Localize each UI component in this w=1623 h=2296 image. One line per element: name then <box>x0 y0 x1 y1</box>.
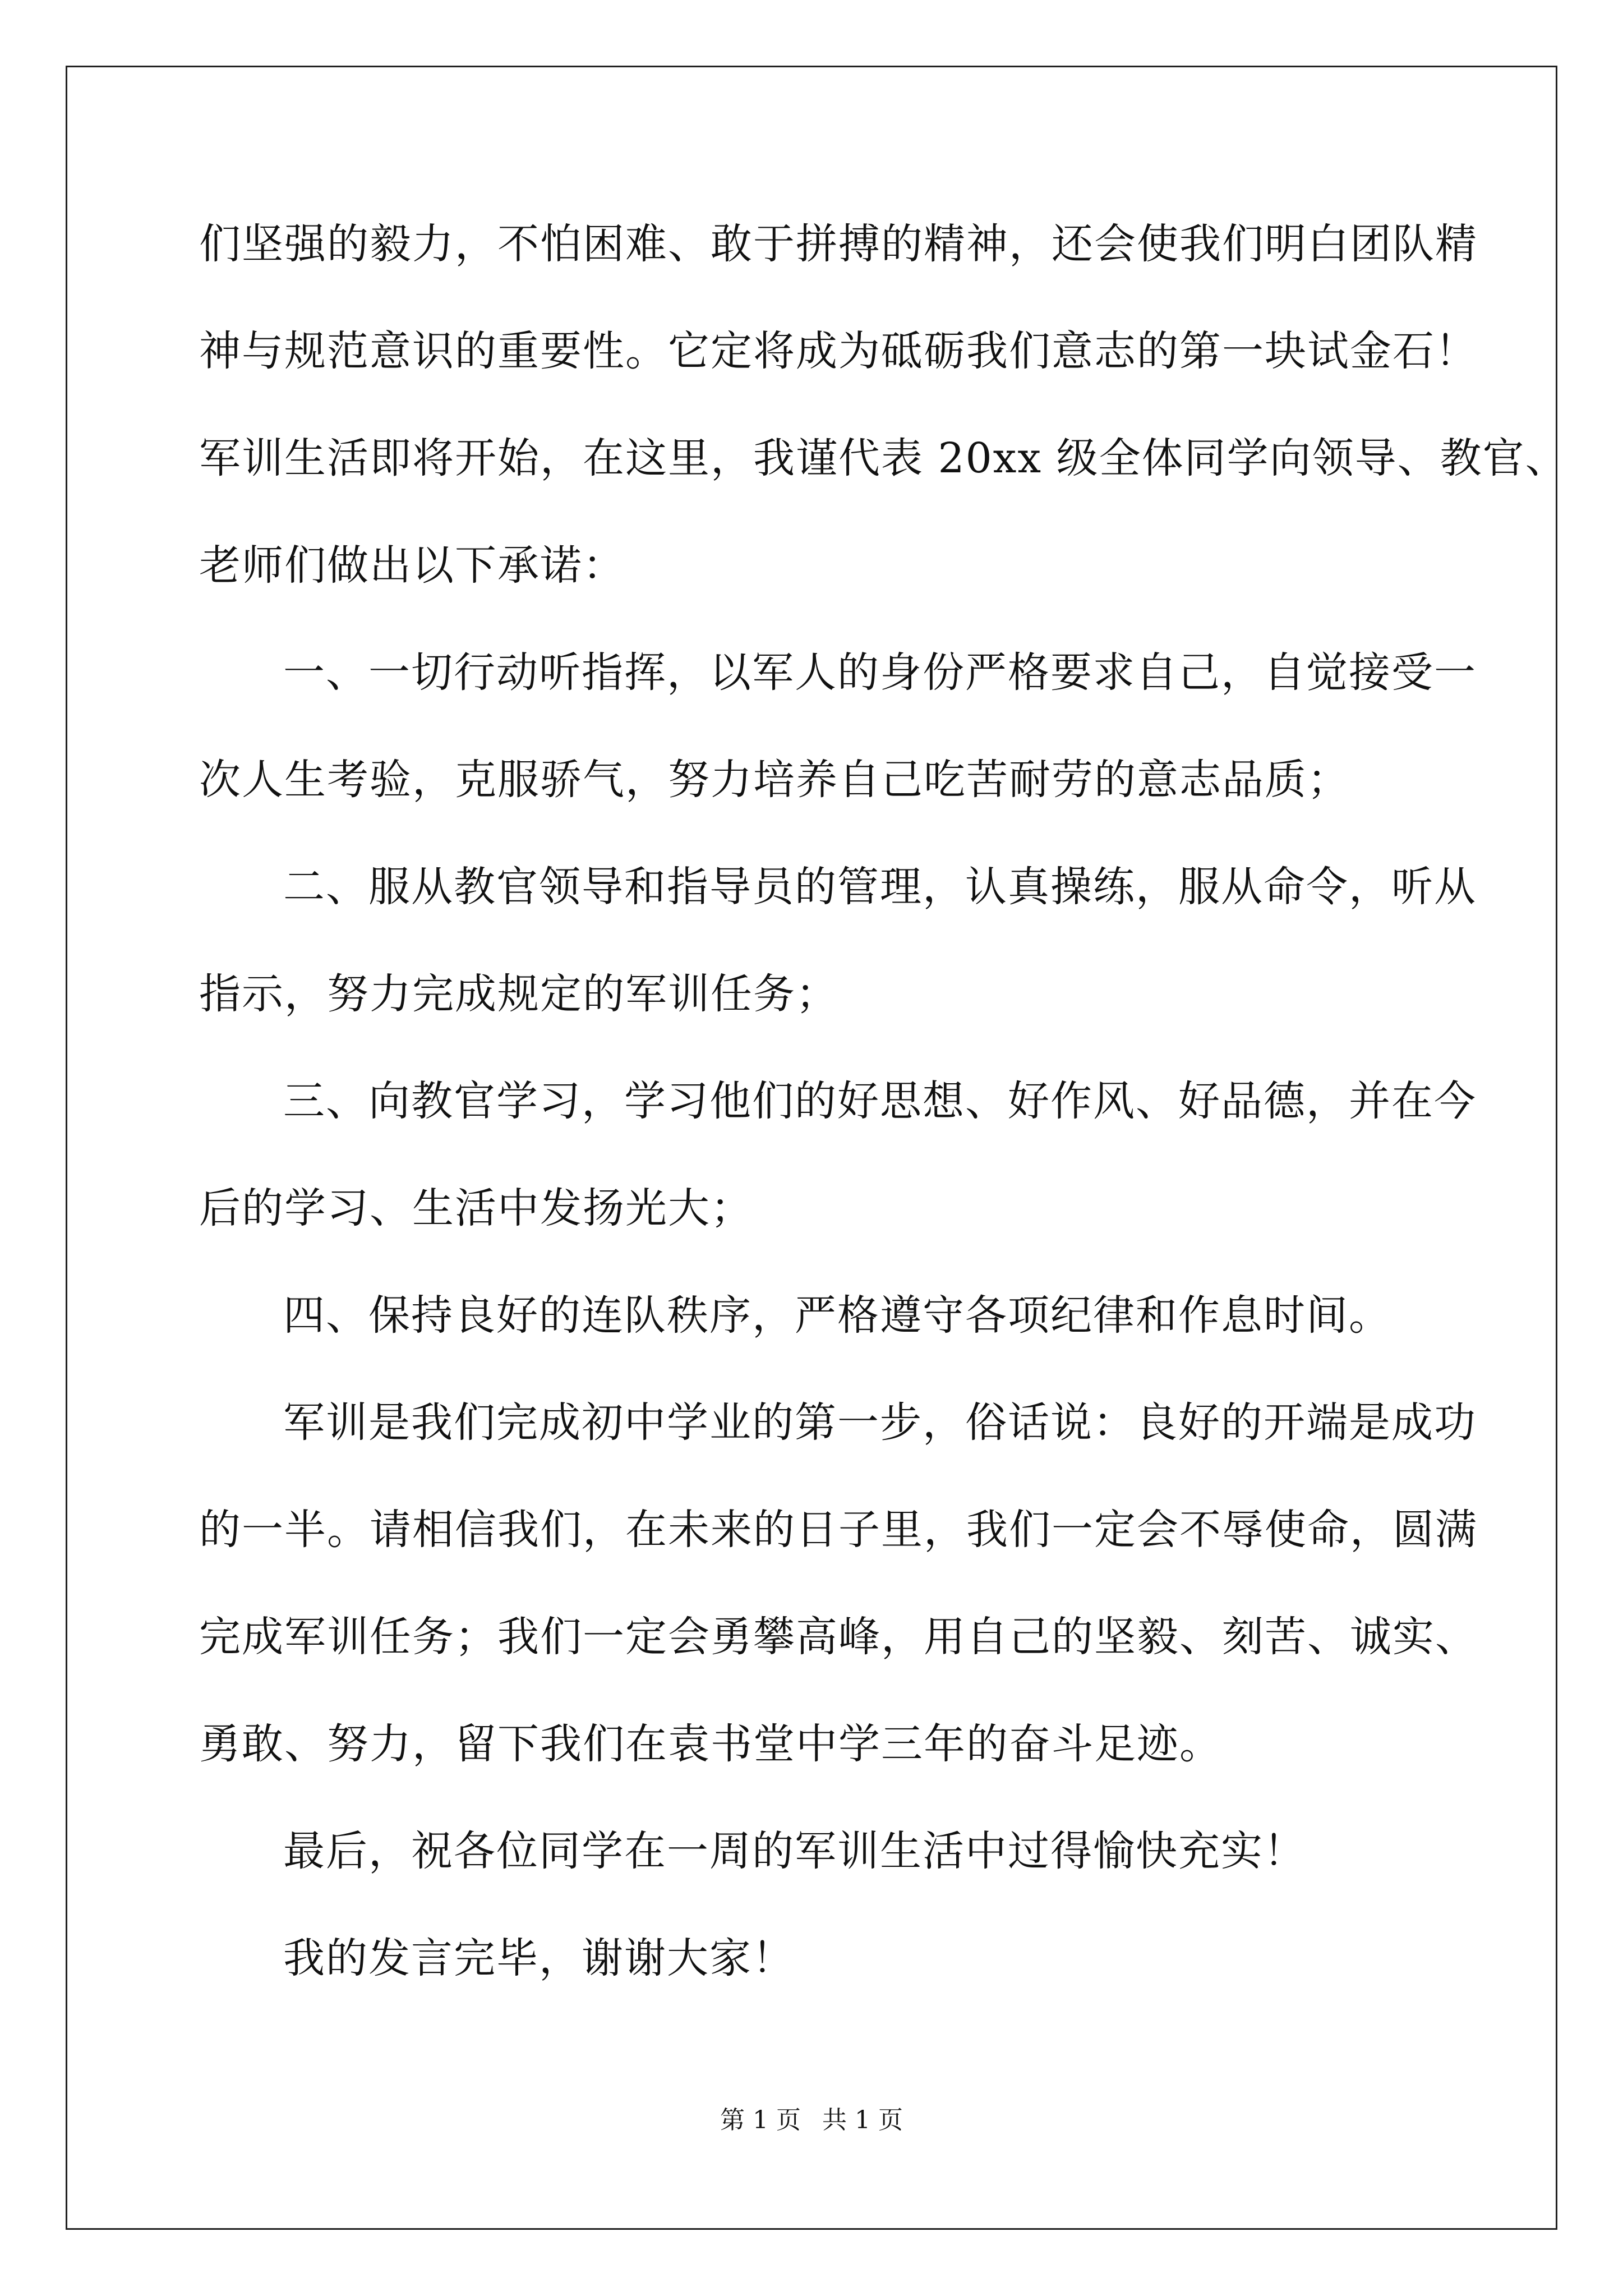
text-line: 完成军训任务；我们一定会勇攀高峰，用自己的坚毅、刻苦、诚实、 <box>199 1613 1478 1661</box>
page-number: 第 1 页 <box>720 2106 801 2134</box>
text-line: 二、服从教官领导和指导员的管理，认真操练，服从命令，听从 <box>283 863 1477 911</box>
text-line: 军训生活即将开始，在这里，我谨代表 20xx 级全体同学向领导、教官、 <box>199 434 1568 482</box>
text-line: 指示，努力完成规定的军训任务； <box>199 970 838 1018</box>
text-line: 们坚强的毅力，不怕困难、敢于拼搏的精神，还会使我们明白团队精 <box>199 220 1478 268</box>
total-pages: 共 1 页 <box>822 2106 903 2134</box>
text-line: 我的发言完毕，谢谢大家！ <box>283 1934 795 1982</box>
text-line: 军训是我们完成初中学业的第一步，俗话说：良好的开端是成功 <box>283 1398 1477 1447</box>
document-body <box>199 208 1568 2029</box>
text-line: 三、向教官学习，学习他们的好思想、好作风、好品德，并在今 <box>283 1077 1477 1125</box>
text-line: 次人生考验，克服骄气，努力培养自己吃苦耐劳的意志品质； <box>199 756 1350 804</box>
text-line: 后的学习、生活中发扬光大； <box>199 1184 753 1232</box>
text-line: 老师们做出以下承诺： <box>199 541 625 590</box>
text-line: 勇敢、努力，留下我们在袁书堂中学三年的奋斗足迹。 <box>199 1720 1222 1768</box>
text-line: 神与规范意识的重要性。它定将成为砥砺我们意志的第一块试金石！ <box>199 327 1478 375</box>
text-line: 最后，祝各位同学在一周的军训生活中过得愉快充实！ <box>283 1827 1306 1875</box>
text-line: 的一半。请相信我们，在未来的日子里，我们一定会不辱使命，圆满 <box>199 1506 1478 1554</box>
page-footer <box>0 2104 1623 2137</box>
text-line: 一、一切行动听指挥，以军人的身份严格要求自己，自觉接受一 <box>283 648 1477 697</box>
text-line: 四、保持良好的连队秩序，严格遵守各项纪律和作息时间。 <box>283 1291 1391 1340</box>
